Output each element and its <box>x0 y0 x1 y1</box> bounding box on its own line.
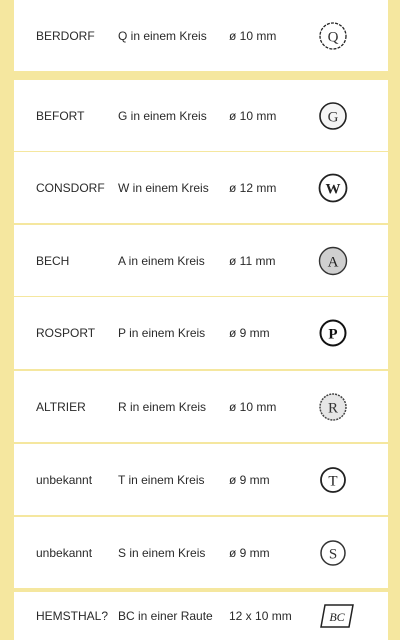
bc-diamond-stamp-icon <box>320 603 354 629</box>
g-circle-stamp-icon <box>318 101 348 131</box>
stamp-description: T in einem Kreis <box>118 472 205 487</box>
svg-text:W: W <box>325 181 341 197</box>
place-name: BEFORT <box>36 108 85 123</box>
svg-text:S: S <box>328 546 338 562</box>
svg-text:A: A <box>327 254 339 270</box>
place-name: unbekannt <box>36 472 93 487</box>
stamp-size: ø 11 mm <box>229 253 276 268</box>
table-row <box>14 517 388 588</box>
stamp-description: Q in einem Kreis <box>118 28 207 43</box>
a-circle-stamp-icon <box>318 246 348 276</box>
place-name: BERDORF <box>36 28 95 43</box>
s-circle-stamp-icon <box>318 538 348 568</box>
svg-text:T: T <box>328 473 338 489</box>
stamp-size: ø 9 mm <box>229 472 270 487</box>
stamp-description: R in einem Kreis <box>118 399 207 414</box>
place-name: ALTRIER <box>36 399 86 414</box>
table-row <box>14 444 388 515</box>
stamp-size: ø 10 mm <box>229 28 277 43</box>
stamp-description: G in einem Kreis <box>118 108 207 123</box>
table-row <box>14 297 388 369</box>
stamp-description: A in einem Kreis <box>118 253 205 268</box>
stamp-size: ø 10 mm <box>229 399 277 414</box>
place-name: ROSPORT <box>36 326 96 340</box>
stamp-size: ø 10 mm <box>229 108 277 123</box>
stamp-description: P in einem Kreis <box>118 326 206 340</box>
svg-text:R: R <box>327 400 339 416</box>
table-row <box>14 592 388 640</box>
stamp-size: ø 9 mm <box>229 326 270 340</box>
stamp-description: BC in einer Raute <box>118 609 213 623</box>
place-name: BECH <box>36 253 70 268</box>
svg-text:Q: Q <box>327 29 339 45</box>
p-circle-stamp-icon <box>318 318 348 348</box>
stamp-size: 12 x 10 mm <box>229 609 292 623</box>
stamp-description: S in einem Kreis <box>118 545 206 560</box>
svg-text:BC: BC <box>329 610 345 624</box>
table-row <box>14 152 388 223</box>
table-row <box>14 225 388 296</box>
svg-text:G: G <box>327 109 339 125</box>
table-row <box>14 371 388 442</box>
place-name: unbekannt <box>36 545 93 560</box>
svg-text:P: P <box>328 326 338 343</box>
table-row <box>14 80 388 151</box>
stamp-description: W in einem Kreis <box>118 180 209 195</box>
place-name: HEMSTHAL? <box>36 609 109 623</box>
stamp-size: ø 9 mm <box>229 545 270 560</box>
table-row <box>14 0 388 71</box>
place-name: CONSDORF <box>36 180 105 195</box>
stamp-size: ø 12 mm <box>229 180 277 195</box>
q-circle-stamp-icon <box>318 21 348 51</box>
t-circle-stamp-icon <box>318 465 348 495</box>
w-circle-stamp-icon <box>318 173 348 203</box>
r-circle-stamp-icon <box>318 392 348 422</box>
